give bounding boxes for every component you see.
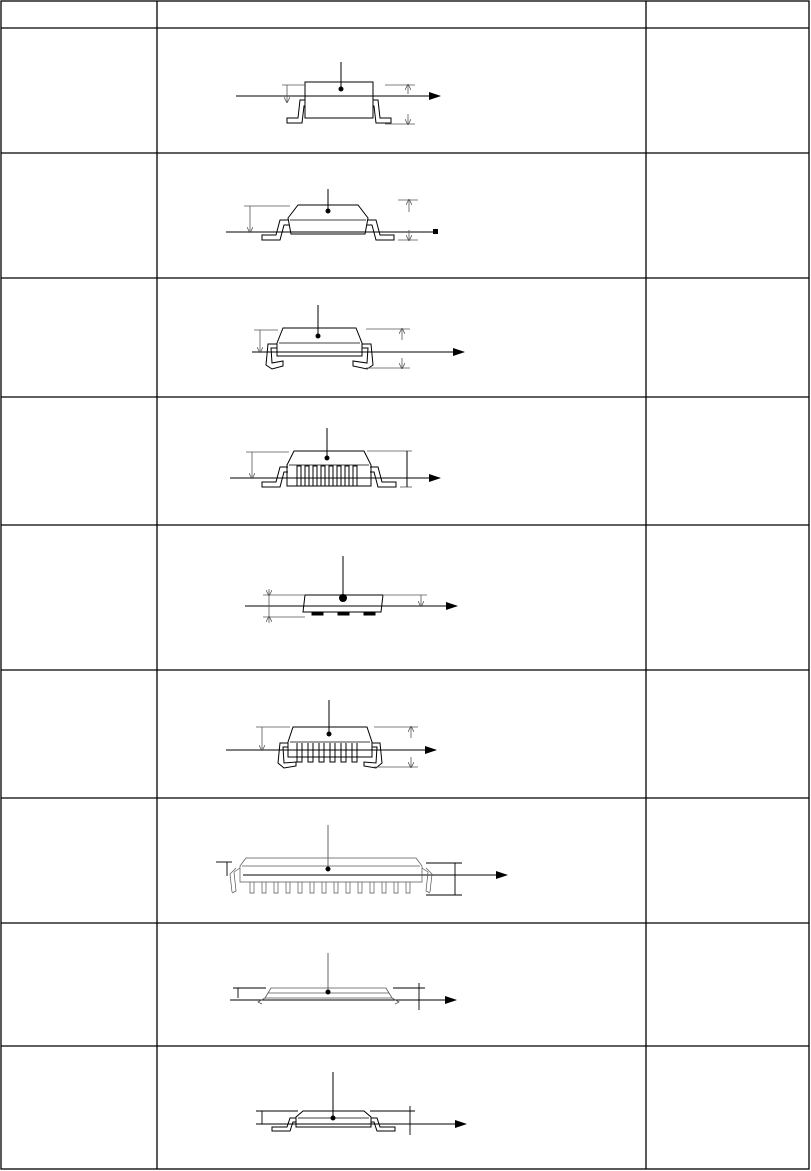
package-diagram-leadless-bottom-terminal: [245, 556, 457, 623]
lead-array: [250, 882, 410, 893]
lead-array: [297, 743, 357, 762]
package-diagram-j-lead-2-lead: [252, 305, 464, 369]
package-diagram-gull-wing-low-profile: [256, 1072, 466, 1135]
package-diagram-j-lead-multi-lead: [226, 700, 436, 768]
lead-array: [297, 466, 357, 486]
package-diagram-thin-flat-package: [230, 953, 456, 1010]
package-diagram-gull-wing-multi-lead: [230, 428, 440, 487]
package-diagram-gull-wing-tapered-2-lead: [226, 189, 438, 240]
table-grid: [1, 1, 809, 1169]
package-diagram-gull-wing-2-lead: [236, 62, 440, 124]
package-diagram-fine-pitch-multi-lead: [216, 825, 507, 895]
